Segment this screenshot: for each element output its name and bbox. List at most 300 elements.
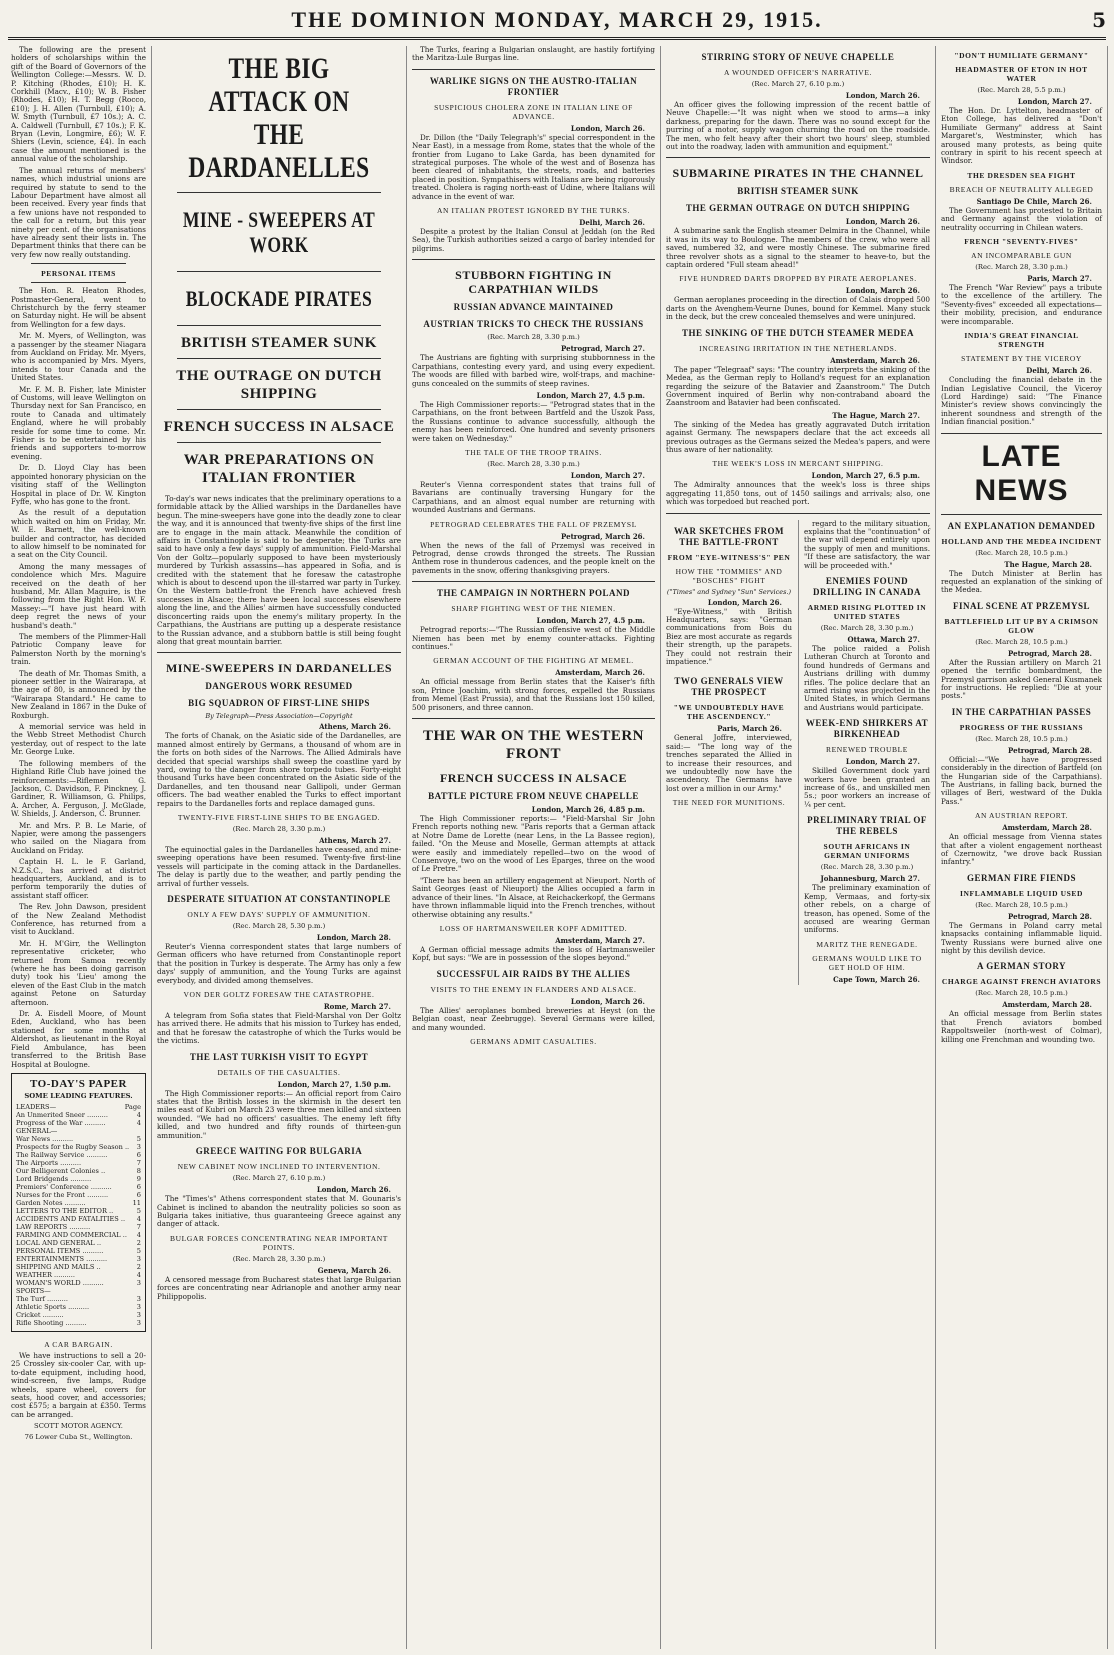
contents-row (16, 1295, 141, 1303)
dateline-place: Petrograd, March 27. (561, 344, 645, 354)
personal-items-list (11, 287, 146, 1069)
contents-page: 6 (136, 1182, 141, 1191)
subheading: VISITS TO THE ENEMY IN FLANDERS AND ALSACE. (430, 984, 637, 994)
article-text: General Joffre, interviewed, said:— "The long way of the trenches separated the Allied in to increase their resources, and we undoubtedly now have the ascendency. The Germans have lost over a million in our Army." (666, 733, 792, 793)
submarine-pirates-heading: SUBMARINE PIRATES IN THE CHANNEL (672, 166, 924, 181)
birkenhead-heading: WEEK-END SHIRKERS AT BIRKENHEAD (805, 718, 929, 740)
subheading: BATTLEFIELD LIT UP BY A CRIMSON GLOW (944, 616, 1099, 635)
contents-page: 4 (136, 1214, 141, 1223)
dateline-place: The Hague, March 27. (832, 410, 920, 420)
contents-row (16, 1263, 141, 1271)
received-time: (Rec. March 28, 3.30 p.m.) (487, 459, 580, 468)
column-5 (936, 46, 1108, 1649)
dateline-place: London, March 26. (845, 286, 920, 296)
divider (666, 157, 930, 158)
contents-row (16, 1119, 141, 1127)
article-text: The Germans in Poland carry metal knapsacks containing inflammable liquid. Twenty Russians were burned alive one night by this devilish device. (941, 920, 1102, 956)
union-returns-paragraph: The annual returns of members' names, which industrial unions are required by statute to send to the Labour Department have almost all been received. Every year finds that a few unions have not responded to the call for a return, but this year ninety per cent. of the organisations have already sent their lists in. The Department thinks that there can be very few now really outstanding. (11, 165, 146, 259)
dateline-place: London, March 27, 1.50 p.m. (277, 1079, 391, 1089)
dateline-place: Rome, March 27. (323, 1002, 391, 1012)
subheading: PROGRESS OF THE RUSSIANS (959, 722, 1084, 732)
subheading: VON DER GOLTZ FORESAW THE CATASTROPHE. (183, 990, 375, 1000)
personal-items-heading: PERSONAL ITEMS (41, 269, 116, 279)
contents-label: Garden Notes .......... (16, 1198, 86, 1207)
received-time: (Rec. March 28, 3.30 p.m.) (975, 263, 1068, 272)
article-text: An official message from Berlin states that French aviators bombed Rappoltsweiler (north-west of Colmar), killing one Frenchman and wounding two. (941, 1009, 1102, 1044)
dateline-place: Athens, March 26. (319, 722, 391, 732)
contents-label: WEATHER .......... (16, 1270, 75, 1279)
divider (412, 718, 655, 719)
article-text: The Austrians are fighting with surprising stubbornness in the Carpathians, contesting every yard, and using every expedient. The woods are filled with barbed wire, wolf-traps, and machine-guns concealed on the summits of steep ravines. (412, 353, 655, 388)
subheading: THE GERMAN OUTRAGE ON DUTCH SHIPPING (685, 203, 911, 214)
subheading: NEW CABINET NOW INCLINED TO INTERVENTION. (177, 1162, 381, 1172)
subheading: AN INCOMPARABLE GUN (971, 251, 1072, 261)
subheading: AUSTRIAN TRICKS TO CHECK THE RUSSIANS (423, 319, 644, 330)
divider (666, 513, 930, 514)
subheading: A WOUNDED OFFICER'S NARRATIVE. (724, 68, 872, 77)
contents-label: SHIPPING AND MAILS .. (16, 1262, 101, 1271)
explanation-heading: AN EXPLANATION DEMANDED (947, 520, 1096, 531)
dateline-place: Ottawa, March 27. (847, 635, 920, 644)
personal-item: A memorial service was held in the Webb Street Methodist Church yesterday, out of respect to the late Mr. George Luke. (11, 722, 146, 757)
received-time: (Rec. March 28, 5.30 p.m.) (232, 922, 326, 930)
late-news-banner: LATE NEWS (974, 439, 1069, 507)
contents-page: Page (124, 1102, 141, 1111)
article-text: The Government has protested to Britain and Germany against the violation of neutrality occurring in Chilean waters. (941, 205, 1102, 232)
masthead (8, 4, 1106, 40)
scholarships-paragraph: The following are the present holders of scholarships within the gift of the Board of Governors of the Wellington College:—Messrs. W. D. P. Kitching (Rhodes, £10); H. K. Corkhill (Macv., £10); W. B. Fisher (Rhodes, £10); H. T. Begg (Rocco, £10); J. H. Allen (Turnbull, £10); A. W. Smyth (Turnbull, £7 10s.); A. C. A. Caldwell (Turnbull, £7 10s.); F. K. Bryan (Levin, Longmire, £6); W. F. Shiers (Levin, science, £4). In each case the amount mentioned is the annual value of the scholarship. (11, 46, 146, 164)
contents-label: Cricket .......... (16, 1310, 64, 1319)
contents-label: ENTERTAINMENTS .......... (16, 1254, 108, 1263)
personal-item: Dr. D. Lloyd Clay has been appointed honorary physician on the visiting staff of the Wellington Hospital in place of Dr. W. Kington Fyffe, who has gone to the front. (11, 463, 146, 506)
page-number: 5 (1092, 8, 1106, 32)
received-time: (Rec. March 28, 10.5 p.m.) (975, 548, 1068, 557)
article-text: Skilled Government dock yard workers have been granted an increase of 6s., and unskilled men 5s.; poor workers an increase of ¼ per cent. (804, 766, 930, 809)
personal-item: Mr. and Mrs. P. B. Le Marie, of Napier, were among the passengers who sailed on the Niagara from Auckland on Friday. (11, 820, 146, 855)
personal-item: As the result of a deputation which waited on him on Friday, Mr. W. E. Barnett, the well-known builder and contractor, has decided to allow himself to be nominated for a seat on the City Council. (11, 508, 146, 560)
contents-page: 5 (136, 1206, 141, 1215)
german-story-heading: A GERMAN STORY (976, 961, 1067, 972)
contents-label: Nurses for the Front .......... (16, 1190, 109, 1199)
contents-label: Rifle Shooting .......... (16, 1318, 87, 1327)
constantinople-heading: DESPERATE SITUATION AT CONSTANTINOPLE (167, 894, 391, 904)
dateline-place: Petrograd, March 28. (1008, 648, 1092, 658)
contents-row (16, 1303, 141, 1311)
contents-page: 5 (136, 1134, 141, 1143)
headline-blockade: BLOCKADE PIRATES (185, 286, 373, 311)
headline-alsace: FRENCH SUCCESS IN ALSACE (163, 419, 395, 435)
dateline-place: Amsterdam, March 27. (555, 935, 645, 945)
subheading: BULGAR FORCES CONCENTRATING NEAR IMPORTANT POINTS. (170, 1233, 388, 1252)
contents-page: 3 (136, 1318, 141, 1327)
subheading: CHARGE AGAINST FRENCH AVIATORS (941, 977, 1102, 987)
newspaper-title: THE DOMINION MONDAY, MARCH 29, 1915. (291, 7, 823, 32)
divider (177, 325, 381, 326)
contents-row (16, 1175, 141, 1183)
subheading: ARMED RISING PLOTTED IN UNITED STATES (807, 603, 927, 621)
article-text: The Allies' aeroplanes bombed breweries at Heyst (on the Belgian coast, near Zeebrugge). Several Germans were killed, and many wounded. (412, 1005, 655, 1032)
contents-page: 3 (136, 1278, 141, 1287)
personal-item: Mr. H. M'Girr, the Wellington representative cricketer, who returned from Samoa recently (where he has been doing garrison duty) took his 'Lieu' among the eleven of the East Club in the match against Petone on Saturday afternoon. (11, 938, 146, 1007)
column-4 (661, 46, 936, 1649)
article-text: The French "War Review" pays a tribute to the excellence of the artillery. The "Seventy-fives" exceeded all expectations—their mobility, precision, and endurance were incomparable. (941, 283, 1102, 326)
contents-row (16, 1319, 141, 1327)
subheading: THE WEEK'S LOSS IN MERCANT SHIPPING. (712, 459, 884, 469)
subheading: FIVE HUNDRED DARTS DROPPED BY PIRATE AEROPLANES. (679, 274, 917, 284)
contents-row (16, 1167, 141, 1175)
split-section (666, 520, 930, 985)
minesweepers-subheading-2: BIG SQUADRON OF FIRST-LINE SHIPS (188, 698, 370, 709)
contents-row (16, 1279, 141, 1287)
subheading: HOLLAND AND THE MEDEA INCIDENT (941, 536, 1102, 546)
left-subcolumn (666, 520, 792, 985)
subheading: SHARP FIGHTING WEST OF THE NIEMEN. (451, 604, 616, 614)
article-text: Reuter's Vienna correspondent states that large numbers of German officers who have returned from Constantinople report that the position in Turkey is desperate. The Army has only a few days' supply of ammunition, and the Young Turks are against everybody, and divided among themselves. (157, 942, 401, 985)
contents-row (16, 1287, 141, 1295)
contents-row (16, 1255, 141, 1263)
subheading: SOUTH AFRICANS IN GERMAN UNIFORMS (823, 842, 911, 861)
subheading: AN ITALIAN PROTEST IGNORED BY THE TURKS. (437, 206, 630, 216)
article-text: "Eye-Witness," with British Headquarters, says: "German communications from Bois du Biez are most accurate as regards their strength, up the parapets. They could not restrain their impatience." (666, 606, 792, 666)
fire-fiends-heading: GERMAN FIRE FIENDS (966, 872, 1076, 883)
contents-label: Lord Bridgends .......... (16, 1174, 92, 1183)
contents-label: LAW REPORTS .......... (16, 1222, 91, 1231)
dateline-place: Athens, March 27. (319, 835, 391, 845)
divider (177, 192, 381, 193)
enemies-canada-heading: ENEMIES FOUND DRILLING IN CANADA (812, 576, 921, 597)
byline: By Telegraph—Press Association—Copyright (205, 712, 353, 721)
received-time: (Rec. March 28, 3.30 p.m.) (232, 824, 326, 833)
divider (157, 652, 401, 653)
subheading: DETAILS OF THE CASUALTIES. (217, 1067, 341, 1077)
contents-row (16, 1191, 141, 1199)
subheading: INFLAMMABLE LIQUID USED (960, 888, 1083, 898)
contents-label: LEADERS— (16, 1102, 57, 1111)
article-text: "There has been an artillery engagement at Nieuport. North of Saint Georges (east of Nieuport) the Allies occupied a farm in advance of their lines. "In Alsace, at Reichackerkopf, the Germans have thrown inflammable liquid into the French trenches, without otherwise obtaining any results." (412, 875, 655, 919)
dateline-place: Cape Town, March 26. (833, 974, 920, 984)
dateline-place: Petrograd, March 28. (1008, 745, 1092, 755)
right-subcolumn (798, 520, 930, 985)
dateline-place: Delhi, March 26. (579, 218, 645, 228)
contents-page: 4 (136, 1118, 141, 1127)
dateline-place: Petrograd, March 26. (561, 531, 645, 541)
dateline-place: London, March 27, 4.5 p.m. (536, 390, 645, 400)
western-front-heading: THE WAR ON THE WESTERN FRONT (422, 728, 645, 763)
contents-row (16, 1207, 141, 1215)
contents-label: Our Belligerent Colonies .. (16, 1166, 106, 1175)
received-time: (Rec. March 28, 10.5 p.m.) (975, 637, 1068, 646)
contents-page: 5 (136, 1246, 141, 1255)
contents-label: ACCIDENTS AND FATALITIES .. (16, 1214, 126, 1223)
received-time: (Rec. March 28, 3.30 p.m.) (820, 624, 914, 632)
article-text: When the news of the fall of Przemysl was received in Petrograd, dense crowds thronged the streets. The Russian Anthem rose in thunderous cadences, and the people knelt on the pavements in the snow, offering thanksgiving prayers. (412, 540, 655, 575)
article-text: An official message from Vienna states that after a violent engagement northeast of Czernowitz, "we drove back Russian infantry." (941, 832, 1102, 867)
divider (177, 271, 381, 272)
article-text: Petrograd reports:—"The Russian offensive west of the Middle Niemen has been met by enemy counter-attacks. Fighting continues." (412, 625, 655, 651)
contents-label: The Railway Service .......... (16, 1150, 108, 1159)
subheading: TWENTY-FIVE FIRST-LINE SHIPS TO BE ENGAGED. (177, 812, 381, 822)
dateline-place: London, March 27. (570, 470, 645, 480)
article-text: Official:—"We have progressed considerably in the direction of Bartfeld (on the Hungarian side of the Carpathians). The Austrians, in falling back, burned the villages of Beri, westward of the Dukla Pass." (941, 754, 1102, 806)
todays-paper-box (11, 1073, 146, 1332)
article-text: The High Commissioner reports:— An official report from Cairo states that the British losses in the skirmish in the desert ten miles east of Kubri on March 23 were three men killed and sixteen wounded. "We had no officers' casualties. The enemy left fifty killed, and two hundred and fifty rounds of thirteen-gun ammunition." (157, 1088, 401, 1140)
divider (412, 69, 655, 70)
car-ad-address: 76 Lower Cuba St., Wellington. (24, 1433, 133, 1442)
todays-paper-title: TO-DAY'S PAPER (30, 1077, 127, 1090)
subheading: ONLY A FEW DAYS' SUPPLY OF AMMUNITION. (187, 910, 371, 919)
article-text: The Admiralty announces that the week's loss is three ships aggregating 11,850 tons, out of 1450 sailings and arrivals; also, one which was torpedoed but reached port. (666, 480, 930, 507)
article-text: A telegram from Sofia states that Field-Marshal von Der Goltz has arrived there. He admits that his mission to Turkey has ended, and that he foresaw the catastrophe of which the Turks would be the victims. (157, 1011, 401, 1046)
article-text: The forts of Chanak, on the Asiatic side of the Dardanelles, are manned almost entirely by Germans, a thousand of whom are in the forts on both sides of the Narrows. The Allied Admirals have decided that special warships shall sweep the coastline yard by yard, owing to the danger from shore torpedo tubes. Forty-eight thousand Turks have been concentrated on the Asiatic side of the Dardanelles, and ten thousand near Gallipoli, under German officers. The bad weather enabled the Turks to effect important repairs to the Dardanelles forts and replace damaged guns. (157, 731, 401, 808)
contents-label: Premiers' Conference .......... (16, 1182, 112, 1191)
contents-row (16, 1311, 141, 1319)
contents-row (16, 1239, 141, 1247)
contents-list (16, 1103, 141, 1327)
subheading: GERMANS WOULD LIKE TO GET HOLD OF HIM. (812, 953, 922, 972)
dateline-place: Paris, March 27. (1027, 274, 1092, 284)
subheading: THE TALE OF THE TROOP TRAINS. (465, 447, 602, 457)
article-text: The preliminary examination of Kemp, Vermaas, and forty-six other rebels, on a charge of treason, has opened. Some of the accused are wearing German uniforms. (804, 883, 930, 935)
personal-item: The Hon. R. Heaton Rhodes, Postmaster-General, went to Christchurch by the ferry steamer on Saturday night. He will be absent from Wellington for a few days. (11, 286, 146, 329)
contents-row (16, 1215, 141, 1223)
dateline-place: London, March 26. (845, 217, 920, 227)
article-text: The Hon. Dr. Lyttelton, headmaster of Eton College, has delivered a "Don't Humiliate Germany" address at Saint Margaret's, Westminster, which has aroused many protests, as being quite contrary in spirit to his recent speech at Windsor. (941, 106, 1102, 166)
personal-item: Mr. M. Myers, of Wellington, was a passenger by the steamer Niagara from Auckland on Friday. Mr. Myers, who is accompanied by Mrs. Myers, intends to tour Canada and the United States. (11, 331, 146, 383)
contents-page: 7 (136, 1158, 141, 1167)
war-sketches-heading: WAR SKETCHES FROM THE BATTLE-FRONT (673, 525, 784, 547)
subheading: RENEWED TROUBLE (826, 745, 908, 755)
dateline-place: Paris, March 26. (717, 724, 782, 734)
contents-label: LOCAL AND GENERAL .. (16, 1238, 102, 1247)
contents-page: 3 (136, 1142, 141, 1151)
subheading: AN AUSTRIAN REPORT. (974, 811, 1069, 821)
article-text: After the Russian artillery on March 21 opened the terrific bombardment, the Przemysl garrison asked General Kusmanek for instructions. He replied: "Die at your posts." (941, 657, 1102, 701)
subheading: SUSPICIOUS CHOLERA ZONE IN ITALIAN LINE OF ADVANCE. (434, 102, 633, 121)
received-time: (Rec. March 28, 3.30 p.m.) (232, 1254, 326, 1263)
dateline-place: Santiago De Chile, March 26. (976, 196, 1092, 206)
contents-row (16, 1231, 141, 1239)
contents-page: 3 (136, 1254, 141, 1263)
greece-heading: GREECE WAITING FOR BULGARIA (195, 1146, 363, 1157)
contents-page: 4 (136, 1110, 141, 1119)
neuve-chapelle-heading: STIRRING STORY OF NEUVE CHAPELLE (701, 52, 895, 62)
carpathian-heading: STUBBORN FIGHTING IN CARPATHIAN WILDS (455, 268, 612, 297)
eton-heading: "DON'T HUMILIATE GERMANY" (954, 51, 1089, 60)
przemysl-heading: FINAL SCENE AT PRZEMYSL (953, 600, 1090, 611)
rebels-heading: PRELIMINARY TRIAL OF THE REBELS (807, 815, 927, 837)
contents-row (16, 1143, 141, 1151)
subheading: FRENCH SUCCESS IN ALSACE (439, 771, 628, 786)
contents-page: 2 (136, 1262, 141, 1271)
contents-label: Progress of the War .......... (16, 1118, 106, 1127)
received-time: (Rec. March 28, 3.30 p.m.) (487, 333, 580, 342)
contents-page: 4 (136, 1270, 141, 1279)
subheading: MARITZ THE RENEGADE. (816, 939, 918, 949)
article-text: A German official message admits the loss of Hartmansweiler Kopf, but says: "We are in possession of the slopes beyond." (412, 944, 655, 963)
contents-page: 11 (132, 1198, 141, 1207)
divider (412, 259, 655, 260)
article-text: A submarine sank the English steamer Delmira in the Channel, while it was in its way to Boulogne. The members of the crew, who were all saved, numbered 32, and were mostly Chinese. The submarine fired three revolver shots as a signal to the steamer to heave-to, but the captain ordered "Full steam ahead!" (666, 226, 930, 270)
subheading: THE NEED FOR MUNITIONS. (672, 798, 786, 808)
personal-item: The members of the Plimmer-Hall Patriotic Company leave for Palmerston North by the morning's train. (11, 632, 146, 667)
divider (412, 581, 655, 582)
subheading: BATTLE PICTURE FROM NEUVE CHAPELLE (428, 791, 639, 802)
minesweepers-heading: MINE-SWEEPERS IN DARDANELLES (165, 661, 393, 676)
subheading: RUSSIAN ADVANCE MAINTAINED (453, 302, 614, 313)
contents-row (16, 1199, 141, 1207)
article-text: An official message from Berlin states that the Kaiser's fifth son, Prince Joachim, with strong forces, expelled the Russians from Memel (East Prussia), and that the Russians lost 150 killed, 500 prisoners, and three cannon. (412, 677, 655, 712)
article-text: The paper "Telegraaf" says: "The country interprets the sinking of the Medea, as the German reply to Holland's request for an explanation regarding the seizure of the Batavier and Zaanstroom." The Dutch Government inquired of Berlin why non-contraband aboard the Zaanstroom and Batavier had been confiscated. (666, 364, 930, 408)
personal-item: The following members of the Highland Rifle Club have joined the reinforcements:—Riflemen G. Jackson, C. Davidson, F. Pinckney, J. Gardiner, R. Williamson, G. Philips, A. Archer, A. Ferguson, J. McGlade, W. Shields, J. Anderson, C. Brunner. (11, 758, 146, 819)
dresden-heading: THE DRESDEN SEA FIGHT (967, 170, 1076, 180)
egypt-heading: THE LAST TURKISH VISIT TO EGYPT (189, 1051, 369, 1062)
article-text: Despite a protest by the Italian Consul at Jeddah (on the Red Sea), the Turkish authorities seized a cargo of barley intended for pilgrims. (412, 227, 655, 253)
received-time: (Rec. March 28, 5.5 p.m.) (977, 86, 1066, 94)
war-summary: To-day's war news indicates that the preliminary operations to a formidable attack by the Allied warships in the Dardanelles have begun. The mine-sweepers have gone into the deadly zone to clear the way, and it is announced that twenty-five ships of the first line are to engage in the main attack. Meanwhile the condition of affairs in Constantinople is said to be desperate; the Turks are said to have only a few days' supply of ammunition. Field-Marshal Von der Goltz—popularly supposed to have been mysteriously murdered by Turkish assassins—has appeared in Sofia, and is credited with the statement that he foresaw the catastrophe which is about to descend upon the ill-starred war party in Turkey. On the Western battle-front the French have achieved fresh successes in Alsace; there have been local successes elsewhere along the line, and the Allies' airmen have successfully conducted disconcerting raids upon the enemy's military property. In the Carpathians, the Austrians are putting up a desperate resistance to the Russian advance, and a stubborn battle is still being fought along that great mountain barrier. (157, 494, 401, 646)
dateline-place: London, March 26. (570, 123, 645, 133)
dateline-place: Amsterdam, March 26. (555, 668, 645, 678)
dateline-place: Amsterdam, March 28. (1002, 823, 1092, 833)
personal-item: Dr. A. Eisdell Moore, of Mount Eden, Auckland, who has been stationed for some months at Aldershot, as lieutenant in the Royal Field Ambulance, has been transferred to the British Base Hospital at Boulogne. (11, 1009, 146, 1069)
dateline-place: Amsterdam, March 28. (1002, 1000, 1092, 1010)
personal-item: The death of Mr. Thomas Smith, a pioneer settler in the Wairarapa, at the age of 80, is announced by the "Wairarapa Standard." He came to New Zealand in 1867 in the Duke of Roxburgh. (11, 668, 146, 720)
car-ad-sign: SCOTT MOTOR AGENCY. (34, 1422, 123, 1431)
dateline-place: London, March 27, 6.5 p.m. (811, 471, 920, 481)
divider (31, 282, 126, 283)
seventy-fives-heading: FRENCH "SEVENTY-FIVES" (964, 237, 1079, 247)
divider (177, 409, 381, 410)
article-text: regard to the military situation, explains that the "continuation" of the war will depend entirely upon the supply of men and munitions. "If these are satisfactory, the war will be proceeded with." (804, 518, 930, 570)
byline: ("Times" and Sydney "Sun" Services.) (666, 587, 792, 596)
dateline-place: Petrograd, March 28. (1008, 911, 1092, 921)
dateline-place: Delhi, March 26. (1026, 366, 1092, 376)
contents-label: SPORTS— (16, 1286, 51, 1295)
subheading: GERMAN ACCOUNT OF THE FIGHTING AT MEMEL. (433, 656, 634, 666)
generals-heading: TWO GENERALS VIEW THE PROSPECT (674, 676, 784, 698)
contents-row (16, 1151, 141, 1159)
air-raids-heading: SUCCESSFUL AIR RAIDS BY THE ALLIES (436, 968, 631, 979)
article-text: Concluding the financial debate in the Indian Legislative Council, the Viceroy (Lord Hardinge) said: "The Finance Minister's review shows convincingly the inherent soundness and strength of the Indian financial position." (941, 375, 1102, 427)
contents-page: 6 (136, 1190, 141, 1199)
dateline-place: London, March 26. (845, 91, 920, 100)
column-2 (152, 46, 407, 1649)
article-text: An officer gives the following impression of the recent battle of Neuve Chapelle:—"It was night when we stood to arms—a inky darkness, preparing for the dawn. There was no sound except for the purring of a motor, supply wagon churning the road on the roadside. The men, who felt heavy after their short two hours' sleep, stumbled out into the roadway, laden with ammunition and equipment." (666, 100, 930, 152)
dateline-place: Geneva, March 26. (317, 1265, 391, 1275)
contents-page: 2 (136, 1238, 141, 1247)
article-text: Reuter's Vienna correspondent states that trains full of Bavarians are continually traversing Hungary for the Carpathians, and an almost equal number are returning with wounded Austrians and Germans. (412, 479, 655, 515)
contents-label: The Turf .......... (16, 1294, 68, 1303)
received-time: (Rec. March 27, 6.10 p.m.) (751, 80, 845, 88)
personal-item: Mr. F. M. B. Fisher, late Minister of Customs, will leave Wellington on Thursday next for San Francisco, en route to Canada and ultimately England, where he will probably reside for some time to come. Mr. Fisher is to be entertained by his friends and supporters to-morrow evening. (11, 384, 146, 461)
contents-row (16, 1111, 141, 1119)
subheading: INCREASING IRRITATION IN THE NETHERLANDS. (699, 343, 897, 353)
divider (31, 263, 126, 264)
poland-heading: THE CAMPAIGN IN NORTHERN POLAND (436, 588, 631, 599)
contents-row (16, 1223, 141, 1231)
austro-italian-heading: WARLIKE SIGNS ON THE AUSTRO-ITALIAN FRONTIER (429, 75, 638, 97)
received-time: (Rec. March 28, 10.5 p.m.) (975, 734, 1068, 743)
dateline-place: Amsterdam, March 26. (830, 355, 920, 365)
subheading: HEADMASTER OF ETON IN HOT WATER (955, 65, 1088, 83)
contents-row (16, 1159, 141, 1167)
headline-italian-frontier: WAR PREPARATIONS ON ITALIAN FRONTIER (183, 452, 375, 486)
dateline-place: London, March 27. (1017, 97, 1092, 106)
article-text: The Dutch Minister at Berlin has requested an explanation of the sinking of the Medea. (941, 568, 1102, 595)
article-text: The sinking of the Medea has greatly aggravated Dutch irritation against Germany. The newspapers declare that the act exceeds all previous outrages as the Germans seized the Medea's papers, and were thus aware of her nationality. (666, 419, 930, 454)
minesweepers-subheading: DANGEROUS WORK RESUMED (205, 681, 353, 692)
column-3 (407, 46, 661, 1649)
dateline-place: London, March 27. (845, 757, 920, 767)
received-time: (Rec. March 28, 10.5 p.m.) (975, 900, 1068, 909)
article-text: The High Commissioner reports:— "Petrograd states that in the Carpathians, on the front between Bartfeld and the Uszok Pass, the Russians continue to advance successfully, although the enemy has been reinforced. One hundred and seventy prisoners were taken on Wednesday." (412, 399, 655, 443)
personal-item: Captain H. L. le F. Garland, N.Z.S.C., has arrived at district headquarters, Auckland, and is to perform temporarily the duties of assistant staff officer. (11, 857, 146, 900)
contents-label: GENERAL— (16, 1126, 58, 1135)
main-headline: THE BIG ATTACK ON THE DARDANELLES (188, 52, 370, 184)
dateline-place: London, March 27, 4.5 p.m. (536, 616, 645, 626)
contents-page: 7 (136, 1222, 141, 1231)
headline-minesweepers: MINE - SWEEPERS AT WORK (182, 207, 376, 257)
contents-page: 3 (136, 1302, 141, 1311)
personal-item: Among the many messages of condolence which Mrs. Maguire received on the death of her husband, Mr. Allan Maguire, is the following from the Right Hon. W. F. Massey:—"I have just heard with deep regret the news of your husband's death." (11, 561, 146, 630)
contents-row (16, 1135, 141, 1143)
dateline-place: London, March 26, 4.85 p.m. (531, 805, 645, 815)
contents-row (16, 1127, 141, 1135)
contents-label: LETTERS TO THE EDITOR .. (16, 1206, 114, 1215)
article-text: German aeroplanes proceeding in the direction of Calais dropped 500 darts on the Avenghem-Veurne Dunes, bound for Kemmel. Many stuck in the deck, but the crew concealed themselves and were uninjured. (666, 295, 930, 322)
article-text: The Turks, fearing a Bulgarian onslaught, are hastily fortifying the Maritza-Lule Burgas line. (412, 46, 655, 63)
article-text: The police raided a Polish Lutheran Church at Toronto and found hundreds of Germans and Austrians drilling with dummy rifles. The police declare that an armed rising was projected in the United States, in which Germans and Austrians would participate. (804, 644, 930, 712)
subheading: HOW THE "TOMMIES" AND "BOSCHES" FIGHT (675, 566, 783, 585)
article-text: Dr. Dillon (the "Daily Telegraph's" special correspondent in the Near East), in a message from Rome, states that the whole of the frontier from Lugano to Lake Garda, has been dynamited for strategical purposes. The whole of the west and of Bosenza has been cleared of inhabitants, the streets, roads, and batteries placed in position. Sympathisers with Italians are being rigorously treated. Cholera is raging north-east of Udine, where Italians will advance in the event of war. (412, 132, 655, 201)
received-time: (Rec. March 28, 10.5 p.m.) (975, 989, 1068, 998)
contents-label: WOMAN'S WORLD .......... (16, 1278, 104, 1287)
dateline-place: London, March 26. (707, 597, 782, 607)
dateline-place: London, March 26. (316, 1185, 391, 1195)
article-text: The equinoctial gales in the Dardanelles have ceased, and mine-sweeping operations have been resumed. Twenty-five first-line vessels will participate in the coming attack in the Dardanelles. The delay is partly due to the weather, and partly pending the arrival of further vessels. (157, 844, 401, 888)
dateline-place: The Hague, March 28. (1004, 559, 1092, 569)
received-time: (Rec. March 28, 3.30 p.m.) (820, 863, 914, 872)
subheading: FROM "EYE-WITNESS'S" PEN (667, 552, 791, 562)
subheading: BRITISH STEAMER SUNK (737, 186, 859, 197)
subheading: GERMANS ADMIT CASUALTIES. (470, 1036, 597, 1046)
contents-label: Prospects for the Rugby Season .. (16, 1142, 130, 1151)
article-text: The High Commissioner reports:— "Field-Marshal Sir John French reports nothing new. "Paris reports that a German attack at Notre Dame de Lorette (near Lens, in the La Bassee region), failed. "On the Meuse and Moselle, German attempts at attack were easily and immediately repelled—two on the wood of Consenvoye, two on the wood of Les Eparges, three on the wood of Le Pretre." (412, 814, 655, 874)
dateline-place: London, March 28. (316, 933, 391, 942)
contents-page: 6 (136, 1150, 141, 1159)
divider (941, 433, 1102, 434)
column-1 (6, 46, 152, 1649)
contents-row (16, 1247, 141, 1255)
contents-page: 9 (136, 1174, 141, 1183)
contents-page: 4 (136, 1230, 141, 1239)
todays-paper-subtitle: SOME LEADING FEATURES. (24, 1091, 133, 1100)
contents-label: An Unmerited Sneer .......... (16, 1110, 108, 1119)
subheading: BREACH OF NEUTRALITY ALLEGED (949, 184, 1094, 194)
dateline-place: Johannesburg, March 27. (820, 874, 920, 884)
divider (177, 358, 381, 359)
article-text: A censored message from Bucharest states that large Bulgarian forces are concentrating near Adrianople and another army near Philippopolis. (157, 1274, 401, 1301)
contents-page: 3 (136, 1310, 141, 1319)
contents-label: Athletic Sports .......... (16, 1302, 90, 1311)
subheading: LOSS OF HARTMANSWEILER KOPF ADMITTED. (439, 923, 628, 933)
contents-row (16, 1103, 141, 1111)
received-time: (Rec. March 27, 6.10 p.m.) (232, 1174, 326, 1183)
contents-label: War News .......... (16, 1134, 74, 1143)
subheading: "WE UNDOUBTEDLY HAVE THE ASCENDENCY." (673, 703, 785, 722)
divider (941, 514, 1102, 515)
medea-heading: THE SINKING OF THE DUTCH STEAMER MEDEA (681, 327, 915, 338)
car-ad-text: We have instructions to sell a 20-25 Crossley six-cooler Car, with up-to-date equipment, including hood, wind-screen, five lamps, Rudge wheels, spare wheel, covers for seats, hood cover, and accessories; cost £575; a bargain at £350. Terms can be arranged. (11, 1350, 146, 1419)
